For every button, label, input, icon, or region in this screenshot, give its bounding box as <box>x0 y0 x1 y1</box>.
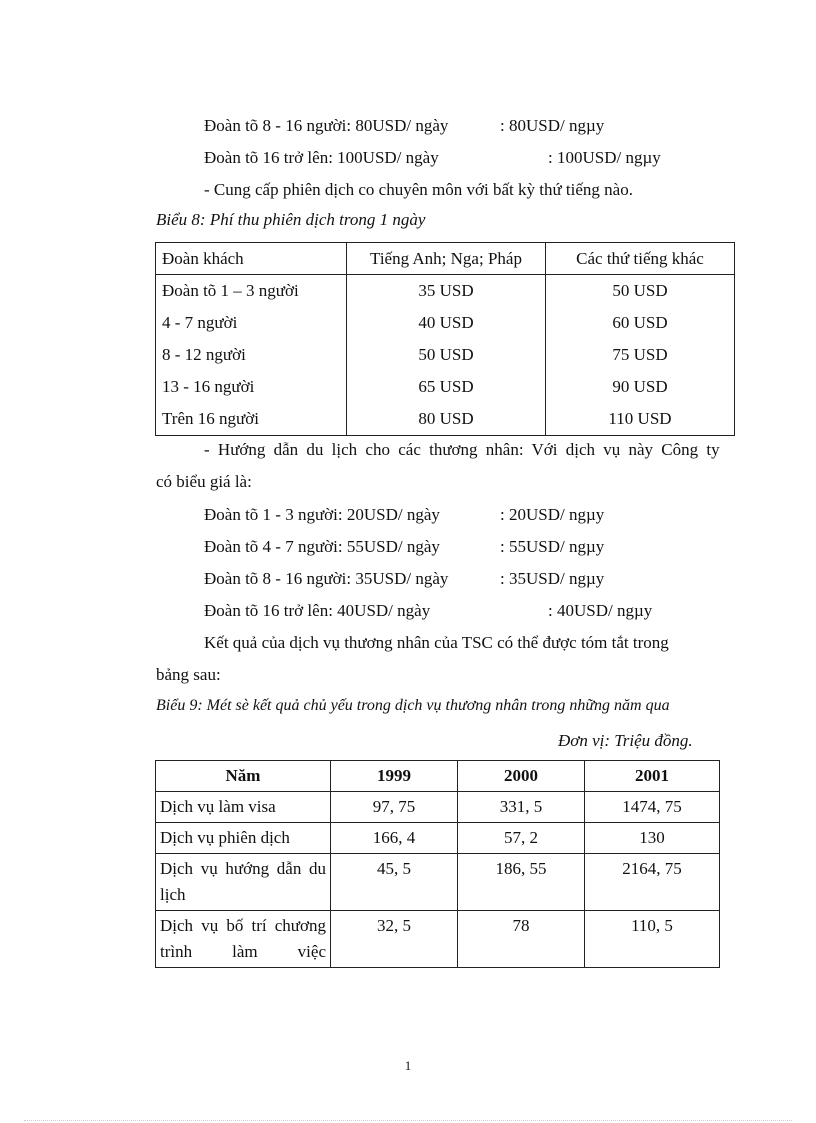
table-cell: 2164, 75 <box>585 854 720 911</box>
table-cell: 40 USD <box>347 307 546 339</box>
table-cell: 75 USD <box>546 339 735 371</box>
table-row <box>156 792 720 823</box>
table-row <box>156 275 735 308</box>
interpret-service-line: - Cung cấp phiên dịch co chuyên môn với bất kỳ thứ tiếng nào. <box>204 180 633 199</box>
table-cell: 186, 55 <box>458 854 585 911</box>
table-header-cell: 1999 <box>331 761 458 792</box>
table-cell: 8 - 12 người <box>156 339 347 371</box>
table-row <box>156 823 720 854</box>
table-header-row <box>156 761 720 792</box>
table-header-cell: 2000 <box>458 761 585 792</box>
table8-caption: Biểu 8: Phí thu phiên dịch trong 1 ngày <box>156 210 426 229</box>
page-divider <box>24 1120 792 1121</box>
table-cell: 4 - 7 người <box>156 307 347 339</box>
table-cell: Dịch vụ bố trí chương trình làm việc <box>156 911 331 968</box>
table-header-cell: Tiếng Anh; Nga; Pháp <box>347 243 546 275</box>
table-cell: 65 USD <box>347 371 546 403</box>
result-paragraph-line2: bảng sau: <box>156 665 221 684</box>
result-paragraph-line1: Kết quả của dịch vụ thương nhân của TSC có thể được tóm tắt trong <box>204 633 669 652</box>
table-row <box>156 854 720 911</box>
table-cell: 90 USD <box>546 371 735 403</box>
table-header-row <box>156 243 735 275</box>
rate-line: Đoàn tõ 16 trở lên: 40USD/ ngày <box>204 601 431 620</box>
table-cell: 110, 5 <box>585 911 720 968</box>
table-row <box>156 911 720 968</box>
table-cell: 50 USD <box>347 339 546 371</box>
table-header-cell: Các thứ tiếng khác <box>546 243 735 275</box>
table-cell: 166, 4 <box>331 823 458 854</box>
rate-alt: : 80USD/ ngµy <box>500 116 605 135</box>
table-header-cell: 2001 <box>585 761 720 792</box>
table-cell: 110 USD <box>546 403 735 436</box>
interpretation-fee-table <box>155 242 735 436</box>
rate-alt: : 55USD/ ngµy <box>500 537 605 556</box>
rate-alt: : 35USD/ ngµy <box>500 569 605 588</box>
table-cell: 45, 5 <box>331 854 458 911</box>
table-cell: Dịch vụ làm visa <box>156 792 331 823</box>
guide-paragraph-line2: có biểu giá là: <box>156 472 252 491</box>
table-cell: 331, 5 <box>458 792 585 823</box>
table-cell: 35 USD <box>347 275 546 308</box>
table-cell: 130 <box>585 823 720 854</box>
table-row <box>156 371 735 403</box>
rate-line: Đoàn tõ 16 trở lên: 100USD/ ngày <box>204 148 439 167</box>
rate-line: Đoàn tõ 8 - 16 người: 80USD/ ngày <box>204 116 449 135</box>
rate-line: Đoàn tõ 1 - 3 người: 20USD/ ngày <box>204 505 440 524</box>
table-cell: Dịch vụ hướng dẫn du lịch <box>156 854 331 911</box>
rate-alt: : 20USD/ ngµy <box>500 505 605 524</box>
table-cell: 57, 2 <box>458 823 585 854</box>
table-header-cell: Đoàn khách <box>156 243 347 275</box>
table-cell: 1474, 75 <box>585 792 720 823</box>
table-cell: 32, 5 <box>331 911 458 968</box>
trade-service-results-table <box>155 760 720 968</box>
rate-line: Đoàn tõ 8 - 16 người: 35USD/ ngày <box>204 569 449 588</box>
table-cell: Dịch vụ phiên dịch <box>156 823 331 854</box>
rate-alt: : 100USD/ ngµy <box>548 148 661 167</box>
table-cell: Đoàn tõ 1 – 3 người <box>156 275 347 308</box>
table-cell: 50 USD <box>546 275 735 308</box>
table-header-cell: Năm <box>156 761 331 792</box>
rate-line: Đoàn tõ 4 - 7 người: 55USD/ ngày <box>204 537 440 556</box>
table9-unit: Đơn vị: Triệu đồng. <box>558 731 693 750</box>
guide-paragraph-line1: - Hướng dẫn du lịch cho các thương nhân: Với dịch vụ này Công ty <box>204 440 720 459</box>
table-row <box>156 307 735 339</box>
table-cell: 97, 75 <box>331 792 458 823</box>
table-cell: 78 <box>458 911 585 968</box>
table-cell: 80 USD <box>347 403 546 436</box>
table9-caption: Biểu 9: Mét sè kết quả chủ yếu trong dịch vụ thương nhân trong những năm qua <box>156 697 670 714</box>
rate-alt: : 40USD/ ngµy <box>548 601 653 620</box>
table-row <box>156 403 735 436</box>
table-cell: 60 USD <box>546 307 735 339</box>
table-row <box>156 339 735 371</box>
table-cell: 13 - 16 người <box>156 371 347 403</box>
table-cell: Trên 16 người <box>156 403 347 436</box>
page-number: 1 <box>404 1058 412 1073</box>
